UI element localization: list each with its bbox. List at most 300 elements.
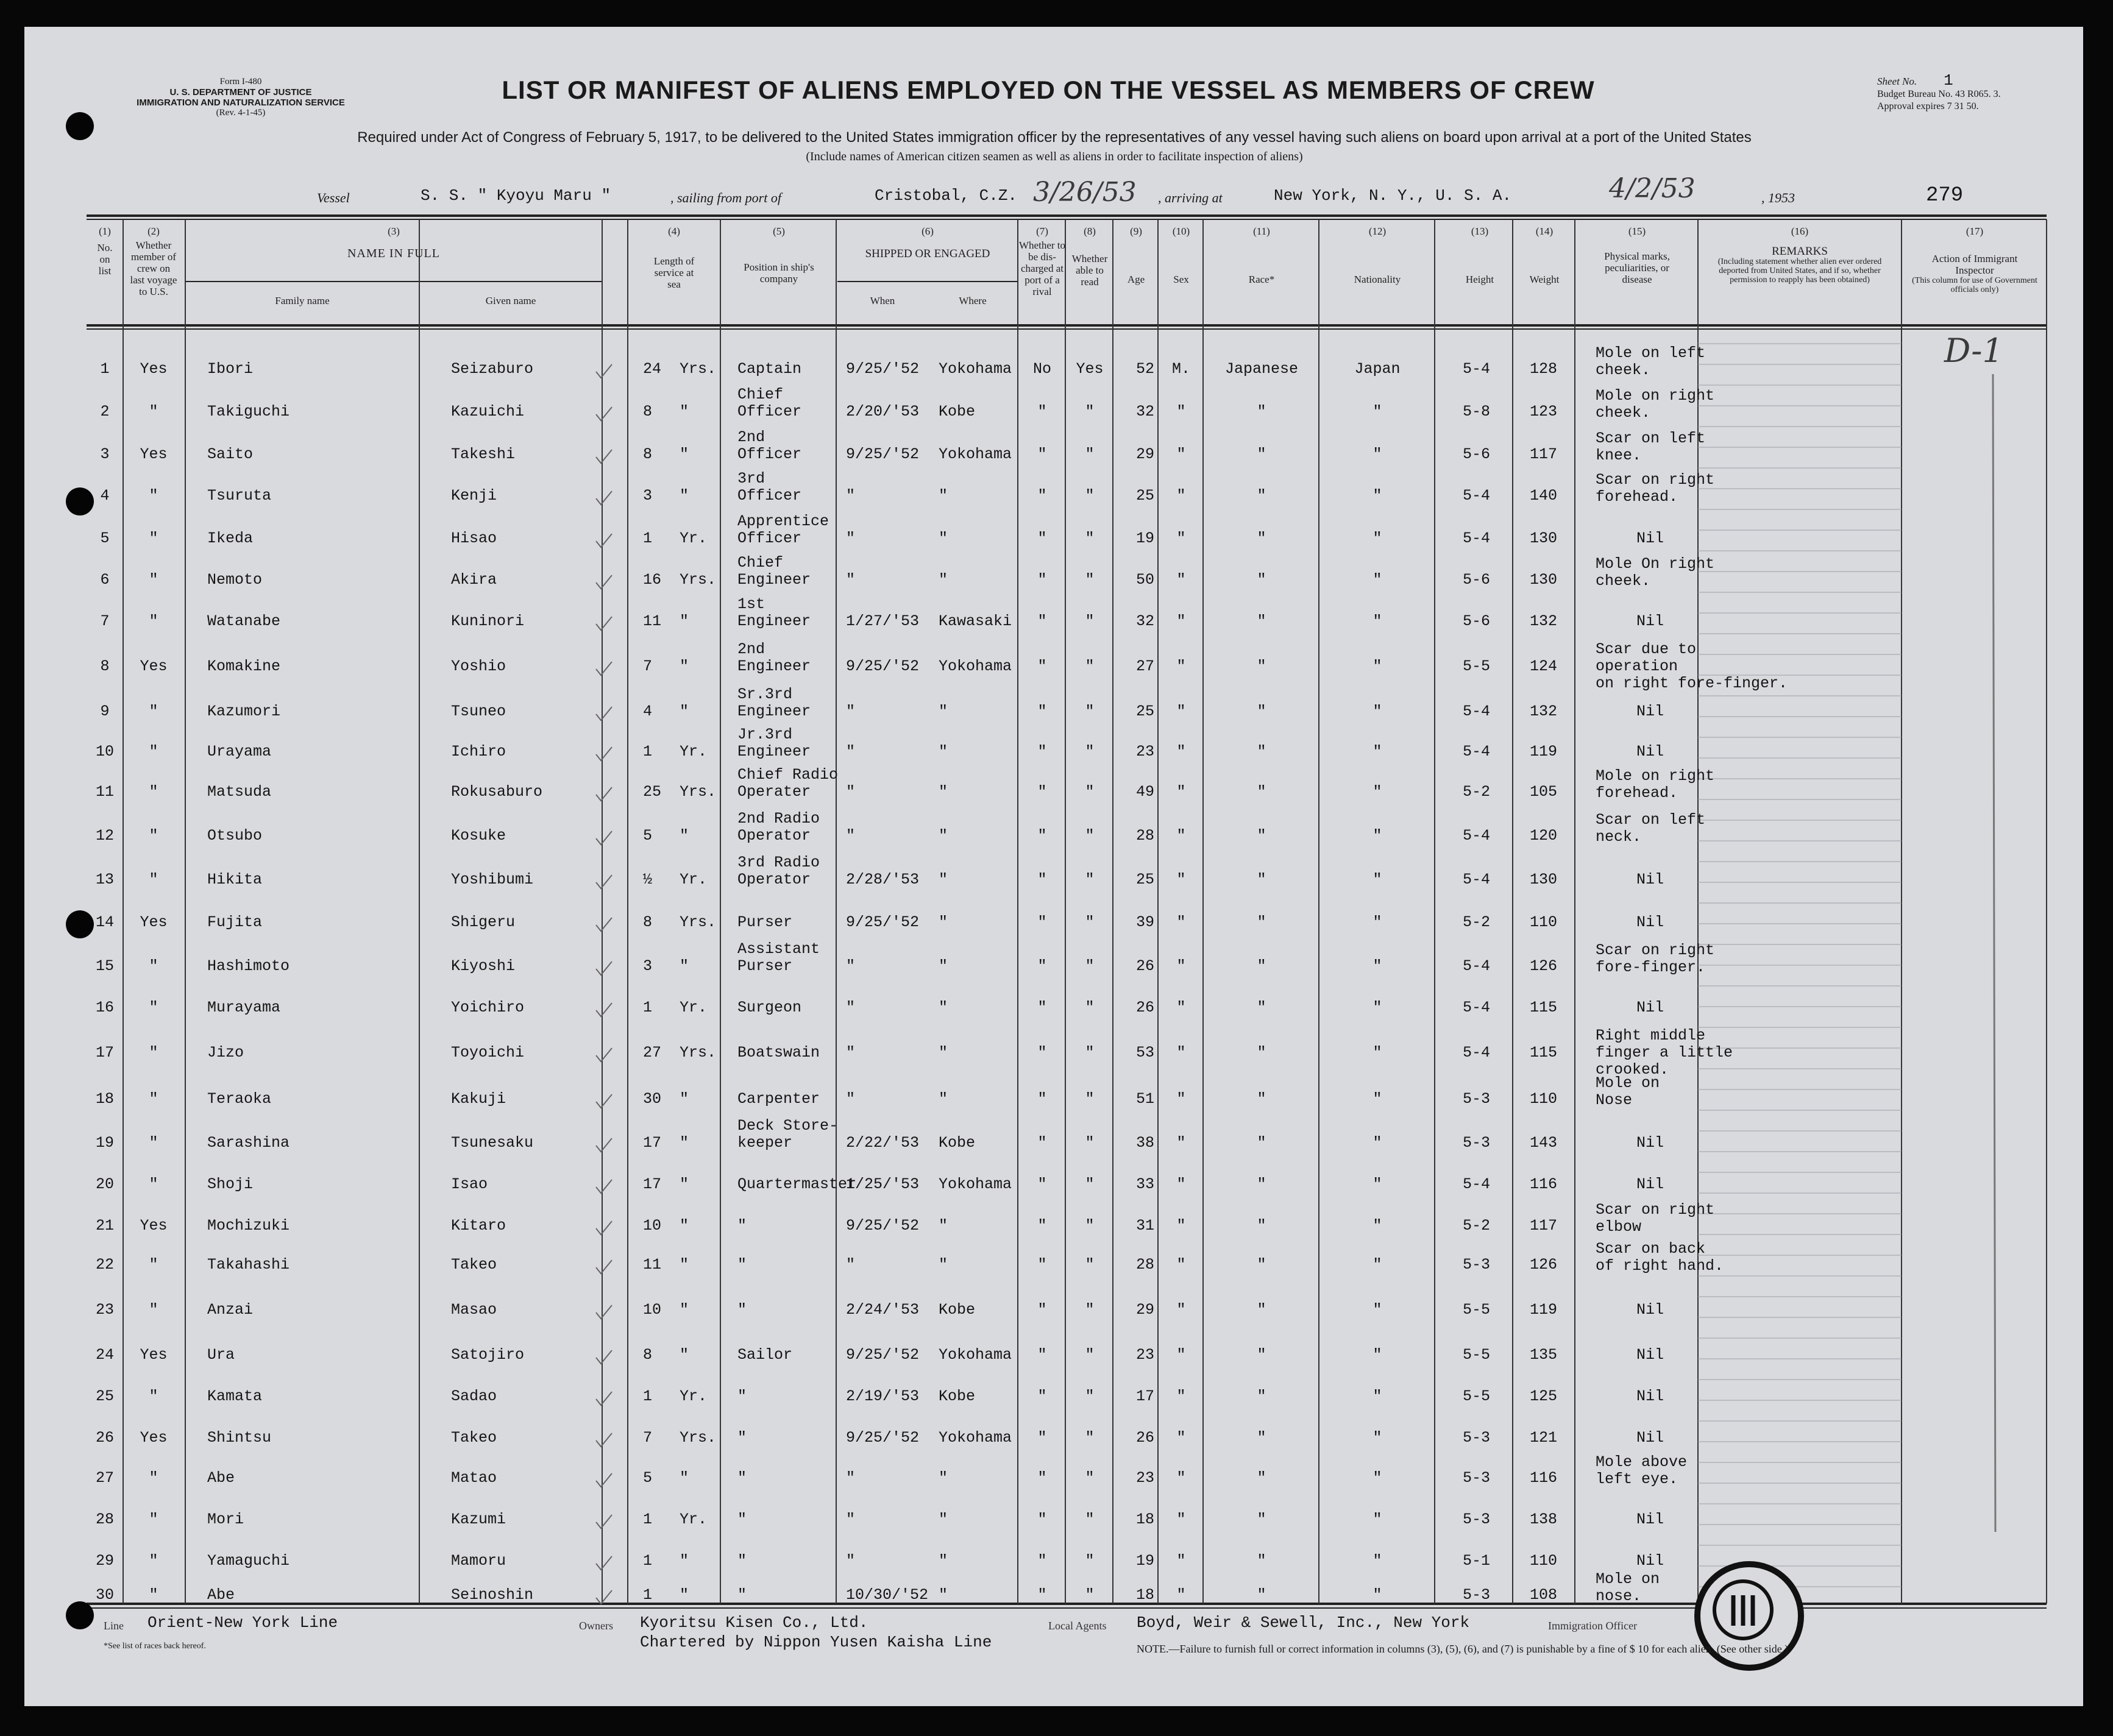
race: " (1257, 783, 1266, 801)
position-line2: Officer (737, 403, 802, 420)
family-name: Ibori (207, 360, 254, 378)
family-name: Otsubo (207, 827, 263, 845)
able-to-read: " (1085, 571, 1095, 589)
sex: " (1176, 1346, 1186, 1364)
engaged-when: 9/25/'52 (846, 913, 920, 931)
engaged-where: " (939, 783, 948, 801)
pencil-check-mark (596, 1350, 612, 1364)
given-name: Yoshibumi (451, 871, 534, 888)
crew-last-voyage: " (149, 1044, 158, 1061)
crew-last-voyage: " (149, 1469, 158, 1487)
service-unit: Yrs. (680, 913, 717, 931)
height: 5-6 (1463, 571, 1491, 589)
nationality: " (1373, 1387, 1382, 1405)
pencil-check-mark (596, 831, 612, 845)
col-1-num: (1) (99, 225, 111, 237)
service-length: 8 (643, 1346, 653, 1364)
row-number: 27 (95, 1469, 114, 1487)
engaged-where: " (939, 1044, 948, 1061)
col-8-num: (8) (1084, 225, 1096, 237)
row-number: 19 (95, 1134, 114, 1152)
height: 5-1 (1463, 1552, 1491, 1570)
engaged-when: " (846, 957, 856, 975)
race: " (1257, 1429, 1266, 1447)
pencil-check-mark (596, 1392, 612, 1405)
weight: 123 (1530, 403, 1558, 420)
engaged-when: " (846, 1469, 856, 1487)
weight: 108 (1530, 1586, 1558, 1604)
sailing-label: , sailing from port of (670, 190, 781, 205)
discharged: " (1037, 1301, 1047, 1319)
race: " (1257, 1301, 1266, 1319)
owners-label: Owners (579, 1620, 613, 1632)
engaged-where: Yokohama (939, 360, 1012, 378)
weight: 124 (1530, 657, 1558, 675)
weight: 119 (1530, 1301, 1558, 1319)
able-to-read: " (1085, 783, 1095, 801)
position-line1: Assistant (737, 940, 820, 958)
nationality: " (1373, 1429, 1382, 1447)
height: 5-3 (1463, 1586, 1491, 1604)
service-unit: " (680, 703, 689, 720)
sex: " (1176, 957, 1186, 975)
engaged-when: 10/30/'52 (846, 1586, 929, 1604)
given-name: Takeshi (451, 445, 516, 463)
service-length: 8 (643, 913, 653, 931)
col-6-header (837, 225, 1018, 260)
given-name: Isao (451, 1175, 488, 1193)
physical-marks: Nil (1636, 703, 1664, 720)
race: " (1257, 1256, 1266, 1274)
discharged: " (1037, 957, 1047, 975)
weight: 117 (1530, 1217, 1558, 1235)
nationality: " (1373, 871, 1382, 888)
engaged-when: 9/25/'52 (846, 360, 920, 378)
pencil-check-mark (596, 575, 612, 589)
pencil-check-mark (596, 1515, 612, 1528)
race: " (1257, 1346, 1266, 1364)
family-name: Ikeda (207, 530, 254, 547)
crew-last-voyage: " (149, 487, 158, 505)
pencil-check-mark (596, 918, 612, 931)
race: " (1257, 530, 1266, 547)
engaged-when: 2/20/'53 (846, 403, 920, 420)
able-to-read: " (1085, 445, 1095, 463)
race: " (1257, 487, 1266, 505)
physical-marks-line2: neck. (1596, 828, 1642, 846)
height: 5-4 (1463, 999, 1491, 1016)
position-line2: Officer (737, 530, 802, 547)
discharged: " (1037, 1217, 1047, 1235)
physical-marks: Nil (1636, 1429, 1664, 1447)
manifest-sheet (24, 27, 2083, 1706)
height: 5-4 (1463, 827, 1491, 845)
col-10-num: (10) (1172, 225, 1190, 237)
family-name: Kazumori (207, 703, 281, 720)
able-to-read: " (1085, 530, 1095, 547)
physical-marks: Nil (1636, 1346, 1664, 1364)
sex: " (1176, 1469, 1186, 1487)
height: 5-3 (1463, 1511, 1491, 1528)
col-6-num: (6) (922, 225, 934, 237)
col-17-header (1903, 225, 2047, 294)
able-to-read: Yes (1076, 360, 1104, 378)
row-number: 20 (95, 1175, 114, 1193)
age: 49 (1136, 783, 1155, 801)
service-unit: " (680, 1586, 689, 1604)
given-name: Matao (451, 1469, 497, 1487)
penalty-note: NOTE.—Failure to furnish full or correct information in columns (3), (5), (6), and (7) is punishable by a fine of $ 10 for each alien. (See other side.) (1137, 1643, 1789, 1655)
service-name: IMMIGRATION AND NATURALIZATION SERVICE (137, 97, 345, 108)
discharged: " (1037, 743, 1047, 760)
discharged: " (1037, 1134, 1047, 1152)
given-name: Shigeru (451, 913, 516, 931)
position-line1: Chief (737, 386, 784, 403)
sex: " (1176, 487, 1186, 505)
col-12-label: Nationality (1354, 274, 1401, 285)
row-number: 11 (95, 783, 114, 801)
crew-last-voyage: Yes (140, 360, 168, 378)
col-3-header (185, 225, 602, 260)
family-name: Saito (207, 445, 254, 463)
col-11-num: (11) (1253, 225, 1270, 237)
col-6-label: SHIPPED OR ENGAGED (865, 247, 990, 260)
age: 23 (1136, 1346, 1155, 1364)
crew-last-voyage: " (149, 1511, 158, 1528)
col-7-num: (7) (1036, 225, 1048, 237)
family-name: Takahashi (207, 1256, 290, 1274)
race: Japanese (1224, 360, 1299, 378)
position-line1: Sailor (737, 1346, 793, 1364)
pencil-check-mark (596, 1138, 612, 1152)
discharged: " (1037, 1469, 1047, 1487)
nationality: " (1373, 571, 1382, 589)
physical-marks-line1: Mole on right (1596, 387, 1715, 405)
given-name: Ichiro (451, 743, 506, 760)
service-length: 1 (643, 530, 653, 547)
age: 19 (1136, 530, 1155, 547)
nationality: " (1373, 913, 1382, 931)
weight: 140 (1530, 487, 1558, 505)
position-line1: " (737, 1256, 747, 1274)
crew-last-voyage: " (149, 612, 158, 630)
able-to-read: " (1085, 871, 1095, 888)
nationality: " (1373, 827, 1382, 845)
weight: 110 (1530, 1090, 1558, 1108)
race: " (1257, 403, 1266, 420)
crew-last-voyage: " (149, 1301, 158, 1319)
position-line1: Surgeon (737, 999, 802, 1016)
crew-last-voyage: " (149, 403, 158, 420)
given-name: Kiyoshi (451, 957, 516, 975)
service-unit: " (680, 827, 689, 845)
race: " (1257, 1134, 1266, 1152)
physical-marks-line2: elbow (1596, 1218, 1642, 1236)
pencil-check-mark (596, 1260, 612, 1274)
physical-marks: Nil (1636, 871, 1664, 888)
inspector-pencil-line (1975, 374, 2011, 1532)
col-14-header (1514, 225, 1575, 285)
document-subtitle: Required under Act of Congress of February 5, 1917, to be delivered to the United States immigration officer by the representatives of any vessel having such aliens on board upon arrival at a port of the United States (357, 129, 1752, 146)
position-line2: Engineer (737, 703, 811, 720)
physical-marks-line2: left eye. (1596, 1470, 1678, 1488)
engaged-where: Kobe (939, 1387, 976, 1405)
physical-marks: Nil (1636, 1175, 1664, 1193)
engaged-where: " (939, 827, 948, 845)
binder-hole (66, 112, 94, 140)
pencil-check-mark (596, 1473, 612, 1487)
given-name: Seizaburo (451, 360, 534, 378)
engaged-where: Kobe (939, 403, 976, 420)
pencil-check-mark (596, 1556, 612, 1570)
col-15-num: (15) (1628, 225, 1646, 237)
family-name: Sarashina (207, 1134, 290, 1152)
row-number: 16 (95, 999, 114, 1016)
able-to-read: " (1085, 827, 1095, 845)
physical-marks-line2: cheek. (1596, 361, 1651, 379)
crew-last-voyage: " (149, 571, 158, 589)
engaged-where: Yokohama (939, 1429, 1012, 1447)
age: 29 (1136, 1301, 1155, 1319)
sex: " (1176, 1511, 1186, 1528)
vessel-label: Vessel (317, 190, 350, 205)
engaged-where: Yokohama (939, 1175, 1012, 1193)
engaged-where: Kobe (939, 1301, 976, 1319)
race: " (1257, 703, 1266, 720)
weight: 110 (1530, 1552, 1558, 1570)
physical-marks-line1: Mole on (1596, 1074, 1660, 1092)
service-length: 1 (643, 1387, 653, 1405)
race: " (1257, 445, 1266, 463)
col-5-header (722, 225, 836, 285)
service-unit: Yrs. (680, 1429, 717, 1447)
weight: 116 (1530, 1175, 1558, 1193)
service-length: 1 (643, 1511, 653, 1528)
binder-hole (66, 487, 94, 515)
age: 23 (1136, 1469, 1155, 1487)
given-name: Toyoichi (451, 1044, 525, 1061)
physical-marks: Nil (1636, 530, 1664, 547)
service-unit: " (680, 1217, 689, 1235)
service-length: 7 (643, 657, 653, 675)
engaged-when: " (846, 1552, 856, 1570)
able-to-read: " (1085, 1044, 1095, 1061)
service-unit: " (680, 1552, 689, 1570)
discharged: " (1037, 445, 1047, 463)
physical-marks-line2: cheek. (1596, 572, 1651, 590)
service-unit: " (680, 1469, 689, 1487)
row-number: 12 (95, 827, 114, 845)
able-to-read: " (1085, 657, 1095, 675)
physical-marks-line1: Mole above (1596, 1453, 1688, 1471)
weight: 126 (1530, 957, 1558, 975)
col-14-label: Weight (1529, 274, 1560, 285)
able-to-read: " (1085, 487, 1095, 505)
col-1-label: No. on list (97, 242, 113, 277)
engaged-where: " (939, 1256, 948, 1274)
physical-marks-line1: Mole on left (1596, 344, 1706, 362)
service-length: 17 (643, 1175, 662, 1193)
sex: " (1176, 999, 1186, 1016)
family-name: Jizo (207, 1044, 244, 1061)
age: 26 (1136, 999, 1155, 1016)
crew-last-voyage: Yes (140, 1217, 168, 1235)
nationality: " (1373, 1552, 1382, 1570)
col-9-label: Age (1127, 274, 1145, 285)
able-to-read: " (1085, 1387, 1095, 1405)
service-length: 5 (643, 1469, 653, 1487)
discharged: " (1037, 783, 1047, 801)
position-line1: " (737, 1586, 747, 1604)
sex: " (1176, 1301, 1186, 1319)
physical-marks-line2: cheek. (1596, 404, 1651, 422)
height: 5-3 (1463, 1469, 1491, 1487)
engaged-when: 9/25/'52 (846, 1217, 920, 1235)
discharged: " (1037, 913, 1047, 931)
service-length: 3 (643, 957, 653, 975)
height: 5-4 (1463, 530, 1491, 547)
height: 5-4 (1463, 703, 1491, 720)
service-length: 4 (643, 703, 653, 720)
physical-marks-line2: nose. (1596, 1587, 1642, 1605)
discharged: " (1037, 1387, 1047, 1405)
able-to-read: " (1085, 1301, 1095, 1319)
engaged-where: Kobe (939, 1134, 976, 1152)
engaged-when: 9/25/'52 (846, 445, 920, 463)
service-length: 1 (643, 999, 653, 1016)
physical-marks-line1: Scar on left (1596, 811, 1706, 829)
given-name: Akira (451, 571, 497, 589)
col-2-header (123, 225, 184, 297)
col-16-num: (16) (1791, 225, 1809, 237)
family-name: Matsuda (207, 783, 272, 801)
position-line2: Engineer (737, 657, 811, 675)
col-4-num: (4) (668, 225, 680, 237)
nationality: " (1373, 487, 1382, 505)
age: 25 (1136, 871, 1155, 888)
height: 5-4 (1463, 487, 1491, 505)
race: " (1257, 1469, 1266, 1487)
position-line1: " (737, 1429, 747, 1447)
nationality: " (1373, 612, 1382, 630)
engaged-when: " (846, 1044, 856, 1061)
discharged: " (1037, 657, 1047, 675)
given-name: Yoshio (451, 657, 506, 675)
col-13-num: (13) (1471, 225, 1489, 237)
col-4-header (628, 225, 720, 290)
row-number: 17 (95, 1044, 114, 1061)
family-name: Hikita (207, 871, 263, 888)
discharged: " (1037, 571, 1047, 589)
sheet-number: 1 (1944, 71, 1953, 90)
height: 5-5 (1463, 1301, 1491, 1319)
row-number: 10 (95, 743, 114, 760)
service-unit: Yrs. (680, 783, 717, 801)
service-length: 7 (643, 1429, 653, 1447)
sex: " (1176, 1175, 1186, 1193)
binder-hole (66, 910, 94, 938)
given-name: Takeo (451, 1256, 497, 1274)
race: " (1257, 1217, 1266, 1235)
engaged-when: " (846, 999, 856, 1016)
physical-marks-line1: Scar due to (1596, 640, 1697, 658)
age: 31 (1136, 1217, 1155, 1235)
crew-last-voyage: " (149, 1134, 158, 1152)
crew-last-voyage: " (149, 1552, 158, 1570)
physical-marks-line2: fore-finger. (1596, 958, 1706, 976)
service-length: 11 (643, 612, 662, 630)
able-to-read: " (1085, 403, 1095, 420)
sex: " (1176, 571, 1186, 589)
race: " (1257, 999, 1266, 1016)
position-line2: Operater (737, 783, 811, 801)
height: 5-8 (1463, 403, 1491, 420)
position-line1: 2nd (737, 428, 765, 446)
col-17-num: (17) (1966, 225, 1984, 237)
able-to-read: " (1085, 1469, 1095, 1487)
age: 28 (1136, 1256, 1155, 1274)
pencil-check-mark (596, 1003, 612, 1016)
discharged: " (1037, 1586, 1047, 1604)
row-number: 22 (95, 1256, 114, 1274)
service-unit: Yr. (680, 871, 708, 888)
col-17-note: (This column for use of Government officials only) (1912, 276, 2037, 294)
pencil-check-mark (596, 1305, 612, 1319)
service-length: 10 (643, 1217, 662, 1235)
weight: 130 (1530, 571, 1558, 589)
position-line2: Officer (737, 487, 802, 505)
row-number: 3 (100, 445, 110, 463)
position-line1: Sr.3rd (737, 686, 793, 703)
row-number: 7 (100, 612, 110, 630)
col-10-label: Sex (1173, 274, 1189, 285)
nationality: " (1373, 530, 1382, 547)
age: 32 (1136, 612, 1155, 630)
age: 51 (1136, 1090, 1155, 1108)
engaged-when: 2/22/'53 (846, 1134, 920, 1152)
discharged: " (1037, 1552, 1047, 1570)
crew-last-voyage: " (149, 1175, 158, 1193)
race: " (1257, 1511, 1266, 1528)
col-14-num: (14) (1535, 225, 1554, 237)
nationality: " (1373, 743, 1382, 760)
family-name: Hashimoto (207, 957, 290, 975)
age: 18 (1136, 1586, 1155, 1604)
weight: 115 (1530, 999, 1558, 1016)
age: 53 (1136, 1044, 1155, 1061)
service-unit: " (680, 1256, 689, 1274)
given-name: Yoichiro (451, 999, 525, 1016)
race: " (1257, 571, 1266, 589)
engaged-where: Kawasaki (939, 612, 1012, 630)
engaged-where: " (939, 871, 948, 888)
crew-last-voyage: " (149, 827, 158, 845)
able-to-read: " (1085, 913, 1095, 931)
service-length: 27 (643, 1044, 662, 1061)
position-line1: " (737, 1511, 747, 1528)
col-6-when-header: When (870, 295, 895, 306)
age: 26 (1136, 1429, 1155, 1447)
physical-marks-line2: Nose (1596, 1091, 1633, 1109)
age: 25 (1136, 703, 1155, 720)
family-name: Yamaguchi (207, 1552, 290, 1570)
service-unit: " (680, 1301, 689, 1319)
weight: 120 (1530, 827, 1558, 845)
row-number: 4 (100, 487, 110, 505)
given-name: Kitaro (451, 1217, 506, 1235)
position-line1: 3rd (737, 470, 765, 487)
service-unit: Yrs. (680, 1044, 717, 1061)
